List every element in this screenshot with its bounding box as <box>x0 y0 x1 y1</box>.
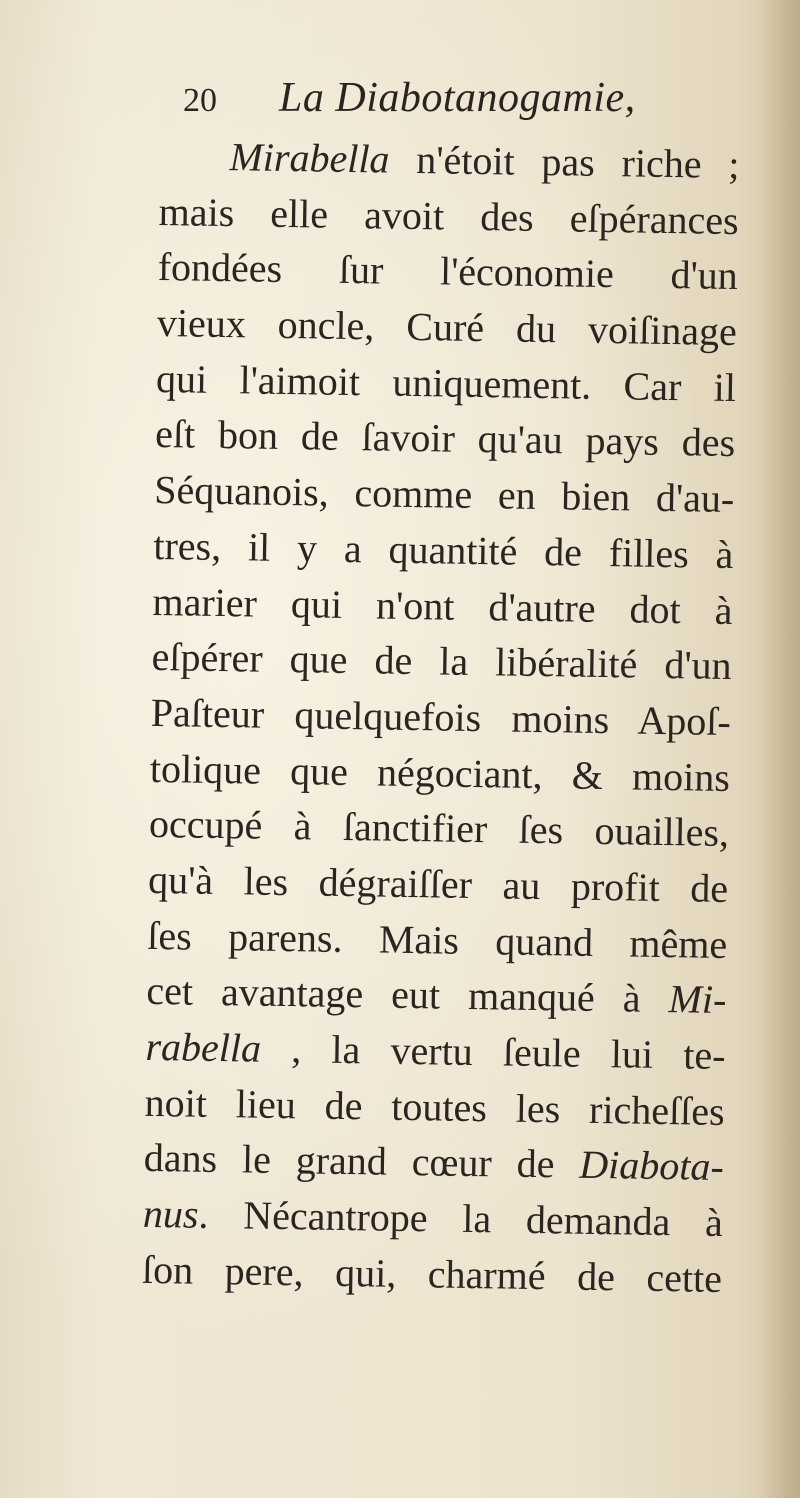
text-line <box>142 1242 723 1307</box>
text-segment: qu'à les dégraiſſer au profit de <box>147 856 729 911</box>
text-line <box>152 573 733 638</box>
text-segment: cet avantage eut manqué à <box>146 968 669 1022</box>
text-line <box>148 852 729 917</box>
text-line <box>150 740 731 805</box>
text-segment: fondées ſur l'économie d'un <box>157 244 739 299</box>
text-line <box>150 685 731 750</box>
text-segment: noit lieu de toutes les richeſſes <box>144 1079 725 1134</box>
text-segment: ſon pere, qui, charmé de cette <box>141 1246 723 1301</box>
text-segment: Paſteur quelquefois moins Apoſ- <box>150 689 732 744</box>
text-segment: n'étoit pas riche ; <box>389 136 740 188</box>
text-line <box>149 796 730 861</box>
text-line <box>143 1186 724 1251</box>
body-text <box>142 128 740 1306</box>
text-segment: dans le grand cœur de <box>143 1135 580 1188</box>
running-title: La Diabotanogamie, <box>279 75 636 121</box>
text-segment: eſt bon de ſavoir qu'au pays des <box>154 411 736 466</box>
text-segment: tres, il y a quantité de filles à <box>153 522 734 577</box>
text-line <box>158 184 739 249</box>
text-segment: occupé à ſanctifier ſes ouailles, <box>148 801 730 856</box>
italic-text-segment: Mirabella <box>229 134 390 182</box>
text-segment: marier qui n'ont d'autre dot à <box>152 578 733 633</box>
italic-text-segment: nus <box>142 1190 199 1237</box>
text-line <box>151 629 732 694</box>
text-segment: . Nécantrope la demanda à <box>198 1191 724 1246</box>
text-segment: mais elle avoit des eſpérances <box>158 188 739 243</box>
text-segment: ſes parens. Mais quand même <box>146 912 728 967</box>
italic-text-segment: Diabota- <box>578 1142 725 1190</box>
italic-text-segment: Mi- <box>668 976 727 1023</box>
text-segment: Séquanois, comme en bien d'au- <box>153 467 735 522</box>
text-line <box>146 963 727 1028</box>
page-header <box>183 72 703 132</box>
text-line <box>157 239 738 304</box>
italic-text-segment: rabella <box>145 1023 262 1071</box>
text-line <box>147 908 728 973</box>
text-line <box>157 295 738 360</box>
text-line <box>145 1019 726 1084</box>
text-line <box>155 406 736 471</box>
text-line <box>143 1130 724 1195</box>
text-segment: , la vertu ſeule lui te- <box>260 1025 726 1078</box>
text-segment: vieux oncle, Curé du voiſinage <box>156 300 738 355</box>
text-line <box>159 128 740 193</box>
text-line <box>144 1075 725 1140</box>
page-gutter-shadow <box>760 0 800 1498</box>
text-line <box>156 351 737 416</box>
text-segment: eſpérer que de la libéralité d'un <box>151 634 732 689</box>
text-line <box>153 518 734 583</box>
text-line <box>154 462 735 527</box>
text-segment: tolique que négociant, & moins <box>149 745 731 800</box>
text-segment: qui l'aimoit uniquement. Car il <box>155 355 737 410</box>
page-number: 20 <box>183 82 217 119</box>
